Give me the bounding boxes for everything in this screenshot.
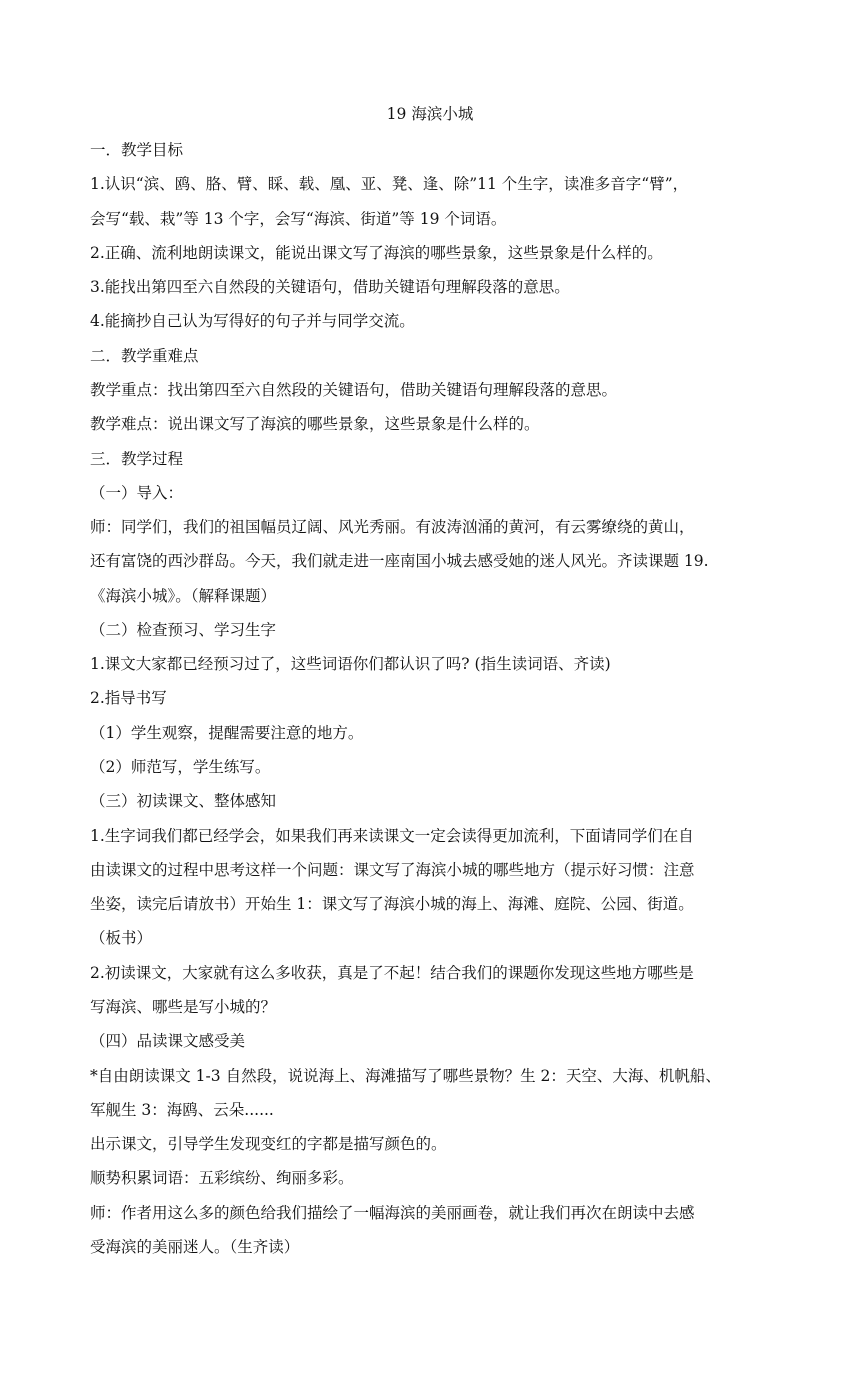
text-line: （2）师范写，学生练写。 bbox=[90, 758, 271, 776]
text-line: 写海滨、哪些是写小城的？ bbox=[90, 998, 277, 1016]
text-line: 二．教学重难点 bbox=[90, 347, 199, 365]
text-line: 会写“载、栽”等 13 个字，会写“海滨、街道”等 19 个词语。 bbox=[90, 210, 507, 228]
text-line: 顺势积累词语：五彩缤纷、绚丽多彩。 bbox=[90, 1169, 354, 1187]
text-line: （1）学生观察，提醒需要注意的地方。 bbox=[90, 724, 364, 742]
text-line: （二）检查预习、学习生字 bbox=[90, 621, 277, 639]
text-line: *自由朗读课文 1-3 自然段，说说海上、海滩描写了哪些景物？生 2：天空、大海、机帆船、 bbox=[90, 1067, 721, 1085]
text-line: 1.认识“滨、鸥、胳、臂、睬、载、凰、亚、凳、逢、除”11 个生字，读准多音字“臂”， bbox=[90, 175, 689, 193]
text-line: 2.正确、流利地朗读课文，能说出课文写了海滨的哪些景象，这些景象是什么样的。 bbox=[90, 244, 663, 262]
text-line: 1.课文大家都已经预习过了，这些词语你们都认识了吗? (指生读词语、齐读) bbox=[90, 655, 611, 673]
text-line: 1.生字词我们都已经学会，如果我们再来读课文一定会读得更加流利，下面请同学们在自 bbox=[90, 827, 694, 845]
text-line: 4.能摘抄自己认为写得好的句子并与同学交流。 bbox=[90, 312, 415, 330]
text-line: 由读课文的过程中思考这样一个问题：课文写了海滨小城的哪些地方（提示好习惯：注意 bbox=[90, 861, 695, 879]
text-line: （板书） bbox=[90, 929, 153, 947]
text-line: 出示课文，引导学生发现变红的字都是描写颜色的。 bbox=[90, 1135, 447, 1153]
text-line: 坐姿，读完后请放书）开始生 1：课文写了海滨小城的海上、海滩、庭院、公园、街道。 bbox=[90, 895, 694, 913]
text-line: 3.能找出第四至六自然段的关键语句，借助关键语句理解段落的意思。 bbox=[90, 278, 570, 296]
text-line: 师：同学们，我们的祖国幅员辽阔、风光秀丽。有波涛汹涌的黄河，有云雾缭绕的黄山， bbox=[90, 518, 695, 536]
page-title: 19 海滨小城 bbox=[386, 105, 474, 123]
text-line: 师：作者用这么多的颜色给我们描绘了一幅海滨的美丽画卷，就让我们再次在朗读中去感 bbox=[90, 1204, 695, 1222]
text-line: （一）导入： bbox=[90, 484, 184, 502]
text-line: 受海滨的美丽迷人。（生齐读） bbox=[90, 1238, 300, 1256]
text-line: 2.指导书写 bbox=[90, 689, 167, 707]
text-line: 教学难点：说出课文写了海滨的哪些景象，这些景象是什么样的。 bbox=[90, 415, 540, 433]
text-line: 三．教学过程 bbox=[90, 450, 184, 468]
text-line: 2.初读课文，大家就有这么多收获，真是了不起！结合我们的课题你发现这些地方哪些是 bbox=[90, 964, 694, 982]
text-line: 还有富饶的西沙群岛。今天，我们就走进一座南国小城去感受她的迷人风光。齐读课题 19. bbox=[90, 552, 709, 570]
text-line: （四）品读课文感受美 bbox=[90, 1032, 246, 1050]
text-line: （三）初读课文、整体感知 bbox=[90, 792, 277, 810]
text-line: 教学重点：找出第四至六自然段的关键语句，借助关键语句理解段落的意思。 bbox=[90, 381, 618, 399]
text-line: 一．教学目标 bbox=[90, 141, 184, 159]
text-line: 《海滨小城》。（解释课题） bbox=[90, 587, 277, 605]
text-line: 军舰生 3：海鸥、云朵...... bbox=[90, 1101, 274, 1119]
